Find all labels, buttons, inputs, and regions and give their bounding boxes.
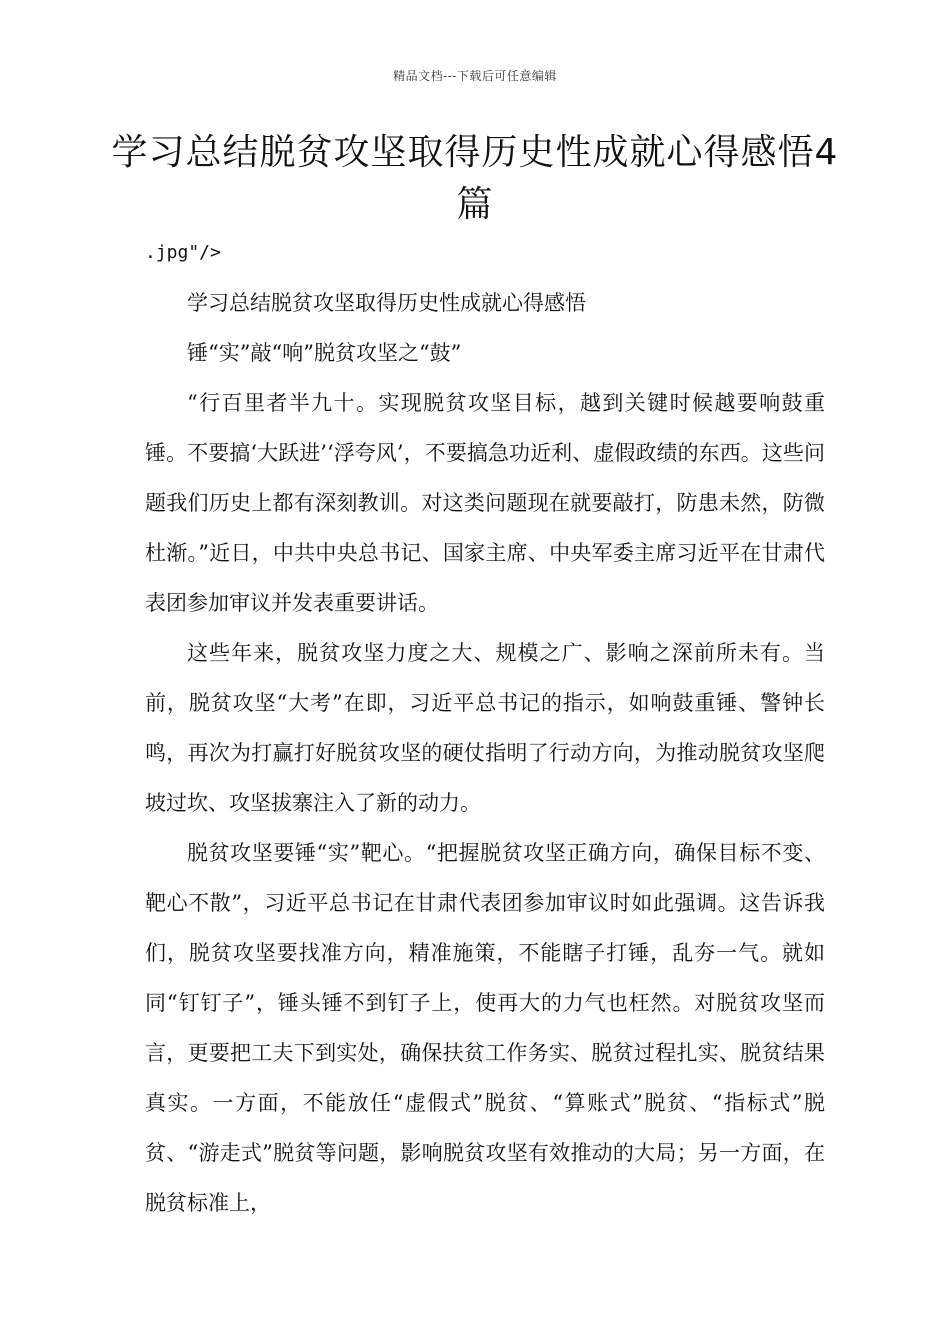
paragraph: “行百里者半九十。实现脱贫攻坚目标，越到关键时候越要响鼓重锤。不要搞‘大跃进’‘浮夸风’，不要搞急功近利、虚假政绩的东西。这些问题我们历史上都有深刻教训。对这类问题现在就要敲打，防患未然，防微杜渐。”近日，中共中央总书记、国家主席、中央军委主席习近平在甘肃代表团参加审议并发表重要讲话。 [145,391,825,615]
paragraph: 脱贫攻坚要锤“实”靶心。“把握脱贫攻坚正确方向，确保目标不变、靶心不散”，习近平总书记在甘肃代表团参加审议时如此强调。这告诉我们，脱贫攻坚要找准方向，精准施策，不能瞎子打锤，乱夯一气。就如同“钉钉子”，锤头锤不到钉子上，使再大的力气也枉然。对脱贫攻坚而言，更要把工夫下到实处，确保扶贫工作务实、脱贫过程扎实、脱贫结果真实。一方面，不能放任“虚假式”脱贫、“算账式”脱贫、“指标式”脱贫、“游走式”脱贫等问题，影响脱贫攻坚有效推动的大局；另一方面，在脱贫标准上， [145,841,825,1215]
image-placeholder-text: .jpg"/> [145,242,221,263]
document-body [145,278,825,1228]
document-title: 学习总结脱贫攻坚取得历史性成就心得感悟4篇 [111,132,839,225]
paragraph-heading: 锤“实”敲“响”脱贫攻坚之“鼓” [187,341,462,365]
header-note: 精品文档---下载后可任意编辑 [393,69,557,83]
paragraph-subtitle: 学习总结脱贫攻坚取得历史性成就心得感悟 [187,291,586,315]
paragraph: 这些年来，脱贫攻坚力度之大、规模之广、影响之深前所未有。当前，脱贫攻坚“大考”在即，习近平总书记的指示，如响鼓重锤、警钟长鸣，再次为打赢打好脱贫攻坚的硬仗指明了行动方向，为推动脱贫攻坚爬坡过坎、攻坚拔寨注入了新的动力。 [145,641,825,815]
